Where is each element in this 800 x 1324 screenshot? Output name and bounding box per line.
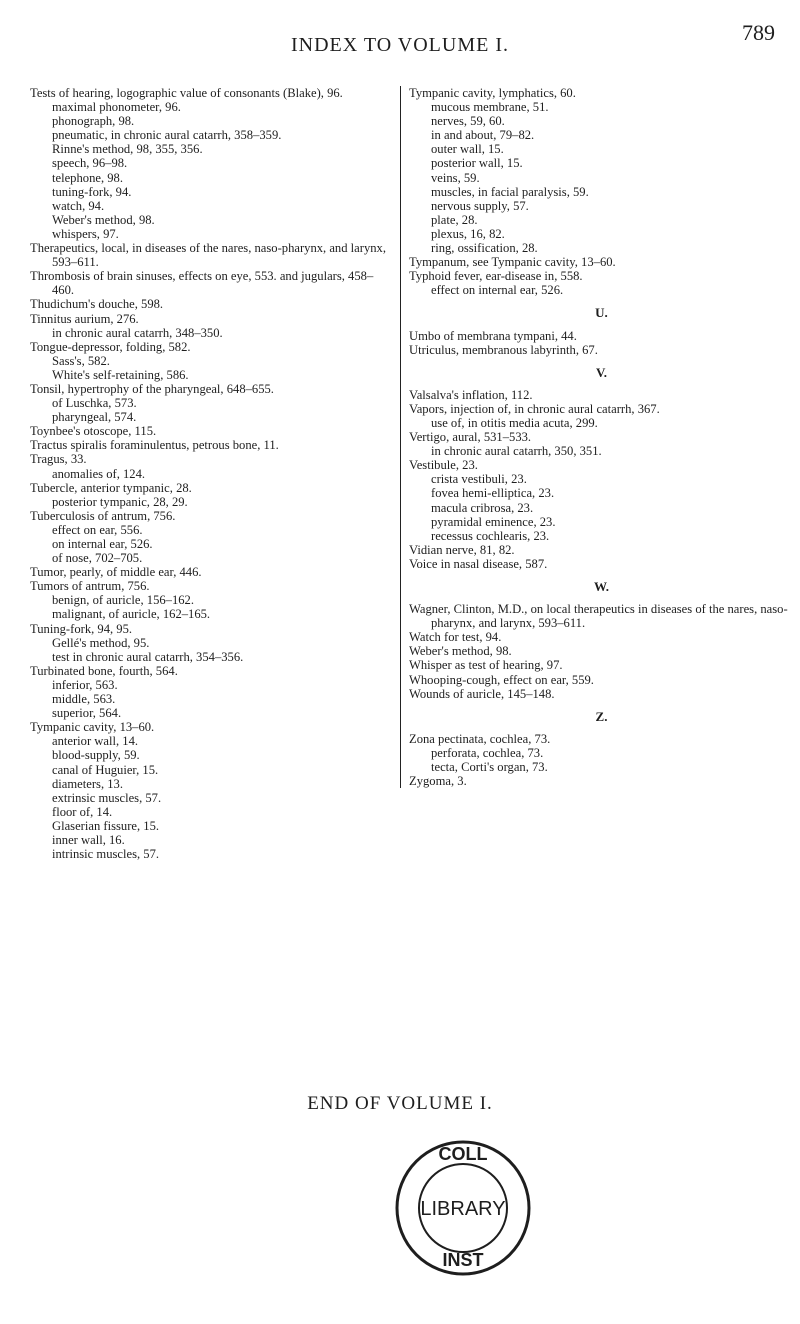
index-entry: Tests of hearing, logographic value of consonants (Blake), 96. (30, 86, 343, 100)
index-subentry: of Luschka, 573. (52, 396, 137, 411)
index-subentry: anomalies of, 124. (52, 466, 146, 481)
index-subentry: intrinsic muscles, 57. (52, 847, 160, 862)
stamp-top-text: COLL (438, 1144, 488, 1164)
section-letter: V. (596, 364, 607, 380)
index-subentry: maximal phonometer, 96. (52, 100, 181, 115)
index-entry: Tragus, 33. (30, 452, 87, 467)
index-subentry: in chronic aural catarrh, 348–350. (52, 325, 223, 340)
index-subentry: pyramidal eminence, 23. (431, 514, 556, 529)
index-entry: Tubercle, anterior tympanic, 28. (30, 480, 192, 495)
index-entry: Tractus spiralis foraminulentus, petrous bone, 11. (30, 438, 279, 453)
index-column-left (30, 86, 390, 861)
index-entry: Tympanum, see Tympanic cavity, 13–60. (409, 255, 616, 270)
index-entry: Tuning-fork, 94, 95. (30, 621, 133, 636)
index-subentry: Weber's method, 98. (52, 212, 155, 227)
index-subentry: posterior wall, 15. (431, 156, 523, 171)
index-subentry: Gellé's method, 95. (52, 635, 150, 650)
stamp-bottom-text: INST (442, 1250, 484, 1270)
index-subentry: canal of Huguier, 15. (52, 762, 159, 777)
index-subentry: White's self-retaining, 586. (52, 367, 189, 382)
index-subentry: in chronic aural catarrh, 350, 351. (431, 444, 602, 459)
index-subentry: on internal ear, 526. (52, 537, 153, 551)
index-entry: Whisper as test of hearing, 97. (409, 658, 563, 673)
index-subentry: watch, 94. (52, 198, 105, 213)
index-entry: Valsalva's inflation, 112. (409, 387, 533, 402)
index-entry: Tympanic cavity, 13–60. (30, 720, 155, 735)
index-subentry: in and about, 79–82. (431, 128, 535, 143)
index-subentry: middle, 563. (52, 692, 116, 707)
index-subentry: plexus, 16, 82. (431, 226, 505, 241)
index-subentry: superior, 564. (52, 706, 122, 721)
section-letter: U. (595, 305, 608, 321)
index-subentry: fovea hemi-elliptica, 23. (431, 486, 555, 501)
index-entry: Tuberculosis of antrum, 756. (30, 508, 176, 523)
index-subentry: pharyngeal, 574. (52, 410, 137, 425)
index-subentry: outer wall, 15. (431, 142, 504, 157)
index-subentry: inner wall, 16. (52, 832, 125, 847)
index-entry: Vertigo, aural, 531–533. (409, 430, 532, 445)
index-subentry: crista vestibuli, 23. (431, 472, 527, 487)
index-subentry: benign, of auricle, 156–162. (52, 593, 194, 608)
library-stamp (393, 1138, 533, 1278)
index-entry: Therapeutics, local, in diseases of the nares, naso-pharynx, and larynx, 593–611. (30, 241, 387, 270)
index-entry: Wounds of auricle, 145–148. (409, 686, 555, 701)
index-subentry: test in chronic aural catarrh, 354–356. (52, 649, 244, 664)
index-entry: Tumors of antrum, 756. (30, 579, 150, 594)
index-subentry: floor of, 14. (52, 804, 113, 819)
index-entry: Thrombosis of brain sinuses, effects on eye, 553. and jugulars, 458–460. (30, 269, 374, 298)
section-letter: W. (593, 579, 610, 594)
index-subentry: recessus cochlearis, 23. (431, 528, 550, 543)
index-entry: Thudichum's douche, 598. (30, 297, 164, 312)
index-subentry: mucous membrane, 51. (431, 100, 549, 115)
index-entry: Watch for test, 94. (409, 630, 502, 645)
index-entry: Tongue-depressor, folding, 582. (30, 339, 191, 354)
end-of-volume: END OF VOLUME I. (307, 1093, 493, 1114)
index-subentry: blood-supply, 59. (52, 748, 140, 763)
index-subentry: tuning-fork, 94. (52, 184, 132, 199)
index-entry: Toynbee's otoscope, 115. (30, 424, 157, 439)
index-entry: Turbinated bone, fourth, 564. (30, 663, 178, 678)
index-entry: Vapors, injection of, in chronic aural catarrh, 367. (409, 401, 660, 416)
index-subentry: nerves, 59, 60. (431, 114, 505, 129)
index-subentry: whispers, 97. (52, 226, 119, 241)
index-entry: Utriculus, membranous labyrinth, 67. (409, 342, 598, 357)
index-entry: Vidian nerve, 81, 82. (409, 542, 515, 557)
index-subentry: speech, 96–98. (52, 156, 128, 171)
index-entry: Tonsil, hypertrophy of the pharyngeal, 648–655. (30, 381, 274, 396)
index-subentry: plate, 28. (431, 212, 478, 227)
index-subentry: Rinne's method, 98, 355, 356. (52, 142, 203, 157)
running-head: INDEX TO VOLUME I. (291, 34, 509, 56)
index-entry: Tympanic cavity, lymphatics, 60. (409, 86, 576, 100)
index-subentry: perforata, cochlea, 73. (431, 745, 544, 760)
index-subentry: effect on internal ear, 526. (431, 283, 564, 298)
index-subentry: posterior tympanic, 28, 29. (52, 494, 188, 509)
index-entry: Weber's method, 98. (409, 644, 512, 659)
index-subentry: nervous supply, 57. (431, 198, 529, 213)
index-entry: Vestibule, 23. (409, 458, 478, 473)
index-subentry: malignant, of auricle, 162–165. (52, 607, 211, 622)
index-subentry: Glaserian fissure, 15. (52, 818, 160, 833)
index-subentry: muscles, in facial paralysis, 59. (431, 184, 589, 199)
index-entry: Typhoid fever, ear-disease in, 558. (409, 269, 583, 284)
index-entry: Voice in nasal disease, 587. (409, 556, 548, 571)
index-subentry: inferior, 563. (52, 677, 118, 692)
index-subentry: of nose, 702–705. (52, 551, 143, 566)
section-letter: Z. (595, 708, 608, 724)
index-subentry: phonograph, 98. (52, 114, 135, 129)
index-subentry: diameters, 13. (52, 776, 123, 791)
index-entry: Zona pectinata, cochlea, 73. (409, 731, 551, 746)
index-entry: Zygoma, 3. (409, 774, 467, 789)
index-subentry: extrinsic muscles, 57. (52, 790, 162, 805)
index-subentry: telephone, 98. (52, 170, 123, 185)
index-entry: Wagner, Clinton, M.D., on local therapeutics in diseases of the nares, naso-pharynx, and larynx, 593–611. (409, 602, 788, 631)
index-entry: Tinnitus aurium, 276. (30, 311, 139, 326)
page-number: 789 (742, 20, 775, 45)
stamp-center-text: LIBRARY (420, 1198, 506, 1220)
index-subentry: ring, ossification, 28. (431, 241, 538, 256)
index-entry: Whooping-cough, effect on ear, 559. (409, 672, 594, 687)
index-subentry: tecta, Corti's organ, 73. (431, 760, 548, 775)
index-subentry: pneumatic, in chronic aural catarrh, 358–359. (52, 128, 282, 143)
index-column-right (400, 86, 794, 788)
index-subentry: Sass's, 582. (52, 353, 110, 368)
index-subentry: use of, in otitis media acuta, 299. (431, 415, 598, 430)
index-subentry: macula cribrosa, 23. (431, 500, 534, 515)
index-subentry: anterior wall, 14. (52, 734, 139, 749)
index-entry: Tumor, pearly, of middle ear, 446. (30, 565, 202, 580)
index-subentry: veins, 59. (431, 170, 480, 185)
index-subentry: effect on ear, 556. (52, 522, 143, 537)
index-entry: Umbo of membrana tympani, 44. (409, 328, 577, 343)
